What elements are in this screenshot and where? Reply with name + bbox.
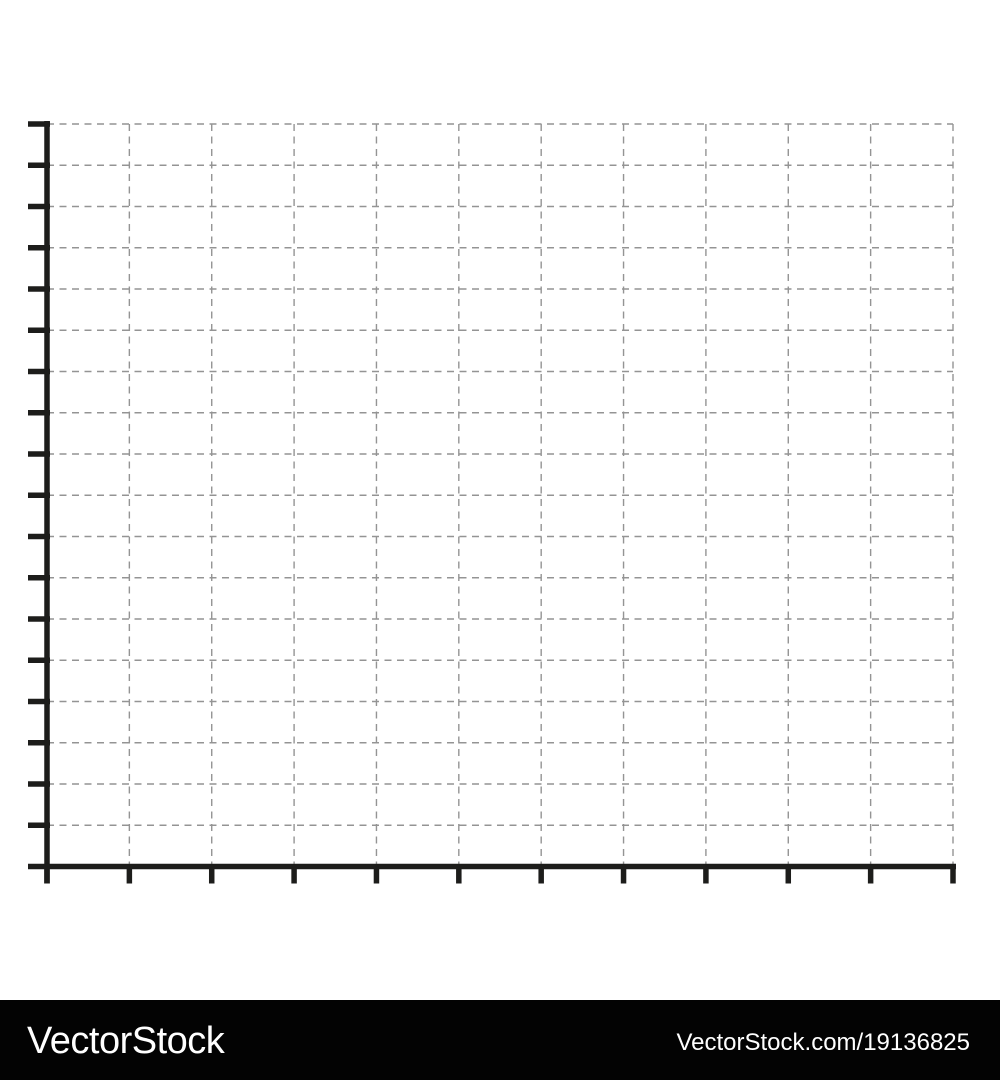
image-reference-text: VectorStock.com/19136825 xyxy=(676,1029,970,1056)
watermark-bar xyxy=(0,1000,1000,1080)
brand-wordmark: VectorStock xyxy=(27,1020,225,1062)
